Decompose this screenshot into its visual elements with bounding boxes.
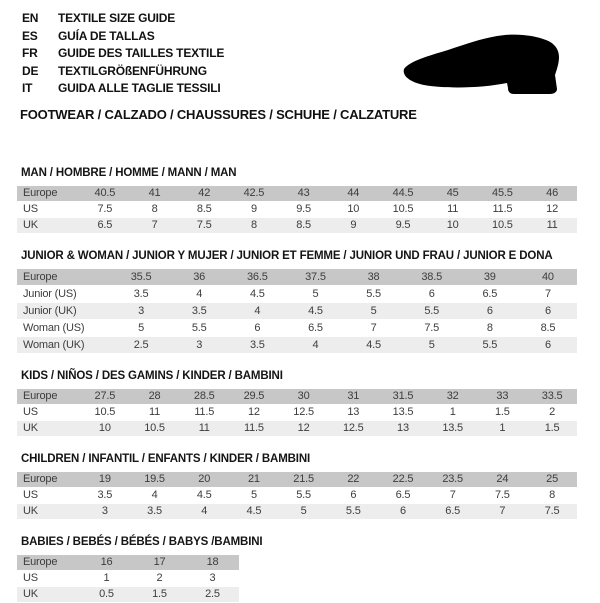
size-cell: 3 <box>112 303 170 320</box>
size-cell: 6 <box>403 286 461 303</box>
size-cell: 28.5 <box>179 389 229 405</box>
size-cell: 2 <box>133 571 186 587</box>
size-cell: 19.5 <box>130 472 180 488</box>
row-label: UK <box>17 218 80 234</box>
size-cell: 40 <box>519 269 577 286</box>
size-cell: 10 <box>428 218 478 234</box>
size-section-children <box>17 453 600 520</box>
size-cell: 5 <box>345 303 403 320</box>
size-cell: 9 <box>328 218 378 234</box>
size-section-junior <box>17 250 600 354</box>
language-row-en <box>22 12 600 24</box>
page-header <box>0 0 600 122</box>
size-cell: 5.5 <box>279 488 329 504</box>
size-cell: 8.5 <box>179 202 229 218</box>
table-row-europe <box>17 389 577 405</box>
size-cell: 6.5 <box>378 488 428 504</box>
size-cell: 3 <box>170 337 228 354</box>
size-cell: 38.5 <box>403 269 461 286</box>
size-cell: 9.5 <box>279 202 329 218</box>
size-cell: 2.5 <box>112 337 170 354</box>
size-cell: 5 <box>112 320 170 337</box>
size-cell: 21.5 <box>279 472 329 488</box>
size-table-kids <box>17 389 577 437</box>
language-code: EN <box>22 11 39 25</box>
size-cell: 1 <box>428 405 478 421</box>
size-cell: 6 <box>461 303 519 320</box>
size-cell: 11 <box>130 405 180 421</box>
size-cell: 4.5 <box>229 504 279 520</box>
size-cell: 36 <box>170 269 228 286</box>
size-cell: 13 <box>378 421 428 437</box>
size-cell: 12 <box>527 202 577 218</box>
size-cell: 9.5 <box>378 218 428 234</box>
table-row-us <box>17 202 577 218</box>
language-guide-title: GUIDA ALLE TAGLIE TESSILI <box>58 81 221 95</box>
size-cell: 27.5 <box>80 389 130 405</box>
size-cell: 6 <box>228 320 286 337</box>
size-cell: 5.5 <box>403 303 461 320</box>
size-cell: 8 <box>130 202 180 218</box>
size-cell: 42.5 <box>229 186 279 202</box>
size-cell: 22.5 <box>378 472 428 488</box>
size-cell: 1.5 <box>133 587 186 603</box>
size-table-children <box>17 472 577 520</box>
size-cell: 44 <box>328 186 378 202</box>
size-cell: 10.5 <box>378 202 428 218</box>
table-row-uk <box>17 504 577 520</box>
size-cell: 13 <box>328 405 378 421</box>
size-cell: 3.5 <box>112 286 170 303</box>
table-row-europe <box>17 555 239 571</box>
section-title-junior: JUNIOR & WOMAN / JUNIOR Y MUJER / JUNIOR ET FEMME / JUNIOR UND FRAU / JUNIOR E DONA <box>21 250 553 262</box>
table-row-europe <box>17 472 577 488</box>
section-title-children: CHILDREN / INFANTIL / ENFANTS / KINDER / BAMBINI <box>21 453 311 465</box>
size-cell: 5.5 <box>170 320 228 337</box>
size-cell: 6 <box>519 337 577 354</box>
size-cell: 8.5 <box>279 218 329 234</box>
size-cell: 31.5 <box>378 389 428 405</box>
row-label: Europe <box>17 269 112 286</box>
size-cell: 20 <box>179 472 229 488</box>
size-cell: 1 <box>478 421 528 437</box>
size-cell: 10 <box>80 421 130 437</box>
size-cell: 5 <box>403 337 461 354</box>
size-cell: 6.5 <box>80 218 130 234</box>
table-row-uk <box>17 218 577 234</box>
language-code: ES <box>22 28 38 43</box>
language-guide-title: TEXTILE SIZE GUIDE <box>58 11 176 25</box>
size-cell: 21 <box>229 472 279 488</box>
size-cell: 3.5 <box>130 504 180 520</box>
size-cell: 5 <box>229 488 279 504</box>
table-row-junior-us <box>17 286 577 303</box>
size-cell: 9 <box>229 202 279 218</box>
size-cell: 33 <box>478 389 528 405</box>
size-cell: 43 <box>279 186 329 202</box>
size-cell: 12 <box>229 405 279 421</box>
language-guide-title: GUIDE DES TAILLES TEXTILE <box>58 46 225 60</box>
size-cell: 7.5 <box>403 320 461 337</box>
size-cell: 10.5 <box>478 218 528 234</box>
size-table-junior <box>17 269 577 354</box>
size-cell: 41 <box>130 186 180 202</box>
size-cell: 8 <box>461 320 519 337</box>
size-cell: 19 <box>80 472 130 488</box>
size-cell: 32 <box>428 389 478 405</box>
size-cell: 44.5 <box>378 186 428 202</box>
size-cell: 11 <box>179 421 229 437</box>
size-cell: 7.5 <box>179 218 229 234</box>
size-cell: 45 <box>428 186 478 202</box>
size-cell: 35.5 <box>112 269 170 286</box>
size-cell: 8.5 <box>519 320 577 337</box>
size-cell: 0.5 <box>80 587 133 603</box>
size-cell: 12.5 <box>279 405 329 421</box>
category-line: FOOTWEAR / CALZADO / CHAUSSURES / SCHUHE / CALZATURE <box>20 107 417 122</box>
size-cell: 12.5 <box>328 421 378 437</box>
size-cell: 1 <box>80 571 133 587</box>
row-label: US <box>17 202 80 218</box>
table-row-woman-uk <box>17 337 577 354</box>
table-row-us <box>17 488 577 504</box>
size-cell: 28 <box>130 389 180 405</box>
size-cell: 10.5 <box>80 405 130 421</box>
size-cell: 38 <box>345 269 403 286</box>
size-cell: 11.5 <box>179 405 229 421</box>
row-label: UK <box>17 421 80 437</box>
table-row-woman-us <box>17 320 577 337</box>
row-label: UK <box>17 587 80 603</box>
size-cell: 7.5 <box>80 202 130 218</box>
size-cell: 16 <box>80 555 133 571</box>
section-title-babies: BABIES / BEBÉS / BÉBÉS / BABYS /BAMBINI <box>21 536 263 548</box>
row-label: US <box>17 405 80 421</box>
row-label: Europe <box>17 472 80 488</box>
size-cell: 6 <box>378 504 428 520</box>
size-cell: 4.5 <box>179 488 229 504</box>
language-guide-title: GUÍA DE TALLAS <box>58 28 155 43</box>
size-cell: 3.5 <box>228 337 286 354</box>
size-cell: 1.5 <box>527 421 577 437</box>
size-cell: 25 <box>527 472 577 488</box>
table-row-us <box>17 571 239 587</box>
size-cell: 3 <box>80 504 130 520</box>
size-cell: 13.5 <box>378 405 428 421</box>
size-cell: 5.5 <box>328 504 378 520</box>
size-cell: 5.5 <box>461 337 519 354</box>
size-cell: 11 <box>527 218 577 234</box>
size-cell: 6.5 <box>286 320 344 337</box>
size-cell: 5.5 <box>345 286 403 303</box>
table-row-europe <box>17 269 577 286</box>
language-code: IT <box>22 81 33 95</box>
row-label: US <box>17 488 80 504</box>
table-row-uk <box>17 421 577 437</box>
size-cell: 3.5 <box>170 303 228 320</box>
size-cell: 4.5 <box>228 286 286 303</box>
row-label: Europe <box>17 555 80 571</box>
size-cell: 42 <box>179 186 229 202</box>
size-section-kids <box>17 370 600 437</box>
size-cell: 3 <box>186 571 239 587</box>
size-cell: 7.5 <box>478 488 528 504</box>
section-title-kids: KIDS / NIÑOS / DES GAMINS / KINDER / BAMBINI <box>21 370 283 382</box>
size-section-man <box>17 167 600 234</box>
size-cell: 5 <box>279 504 329 520</box>
table-row-us <box>17 405 577 421</box>
size-cell: 7 <box>130 218 180 234</box>
size-cell: 31 <box>328 389 378 405</box>
size-cell: 6 <box>328 488 378 504</box>
size-cell: 7 <box>478 504 528 520</box>
row-label: Woman (US) <box>17 320 112 337</box>
size-cell: 4 <box>179 504 229 520</box>
size-tables-container <box>0 167 600 603</box>
size-cell: 13.5 <box>428 421 478 437</box>
size-cell: 8 <box>527 488 577 504</box>
table-row-junior-uk <box>17 303 577 320</box>
size-cell: 37.5 <box>286 269 344 286</box>
size-cell: 29.5 <box>229 389 279 405</box>
size-cell: 8 <box>229 218 279 234</box>
row-label: Junior (US) <box>17 286 112 303</box>
size-cell: 11 <box>428 202 478 218</box>
size-cell: 3.5 <box>80 488 130 504</box>
size-cell: 4.5 <box>345 337 403 354</box>
size-cell: 7 <box>345 320 403 337</box>
table-row-uk <box>17 587 239 603</box>
section-title-man: MAN / HOMBRE / HOMME / MANN / MAN <box>21 167 237 179</box>
size-cell: 17 <box>133 555 186 571</box>
size-cell: 22 <box>328 472 378 488</box>
size-cell: 11.5 <box>229 421 279 437</box>
size-cell: 46 <box>527 186 577 202</box>
language-guide-title: TEXTILGRÖßENFÜHRUNG <box>58 63 207 78</box>
size-cell: 1.5 <box>478 405 528 421</box>
size-cell: 40.5 <box>80 186 130 202</box>
dress-shoe-icon <box>402 33 570 95</box>
size-cell: 23.5 <box>428 472 478 488</box>
size-table-babies <box>17 555 239 603</box>
size-cell: 7 <box>428 488 478 504</box>
size-cell: 2 <box>527 405 577 421</box>
row-label: Europe <box>17 389 80 405</box>
size-cell: 6.5 <box>461 286 519 303</box>
size-cell: 10.5 <box>130 421 180 437</box>
size-cell: 30 <box>279 389 329 405</box>
size-cell: 6 <box>519 303 577 320</box>
size-cell: 4 <box>170 286 228 303</box>
size-section-babies <box>17 536 600 603</box>
table-row-europe <box>17 186 577 202</box>
size-cell: 18 <box>186 555 239 571</box>
size-cell: 4 <box>286 337 344 354</box>
row-label: UK <box>17 504 80 520</box>
row-label: Junior (UK) <box>17 303 112 320</box>
size-cell: 10 <box>328 202 378 218</box>
size-cell: 4 <box>228 303 286 320</box>
size-cell: 12 <box>279 421 329 437</box>
size-cell: 2.5 <box>186 587 239 603</box>
size-cell: 4 <box>130 488 180 504</box>
size-cell: 5 <box>286 286 344 303</box>
row-label: US <box>17 571 80 587</box>
language-code: FR <box>22 46 38 60</box>
size-cell: 7.5 <box>527 504 577 520</box>
size-table-man <box>17 186 577 234</box>
size-cell: 4.5 <box>286 303 344 320</box>
size-cell: 7 <box>519 286 577 303</box>
size-cell: 33.5 <box>527 389 577 405</box>
size-cell: 11.5 <box>478 202 528 218</box>
size-cell: 39 <box>461 269 519 286</box>
size-cell: 36.5 <box>228 269 286 286</box>
size-cell: 6.5 <box>428 504 478 520</box>
size-cell: 24 <box>478 472 528 488</box>
row-label: Europe <box>17 186 80 202</box>
row-label: Woman (UK) <box>17 337 112 354</box>
size-cell: 45.5 <box>478 186 528 202</box>
language-code: DE <box>22 63 39 78</box>
